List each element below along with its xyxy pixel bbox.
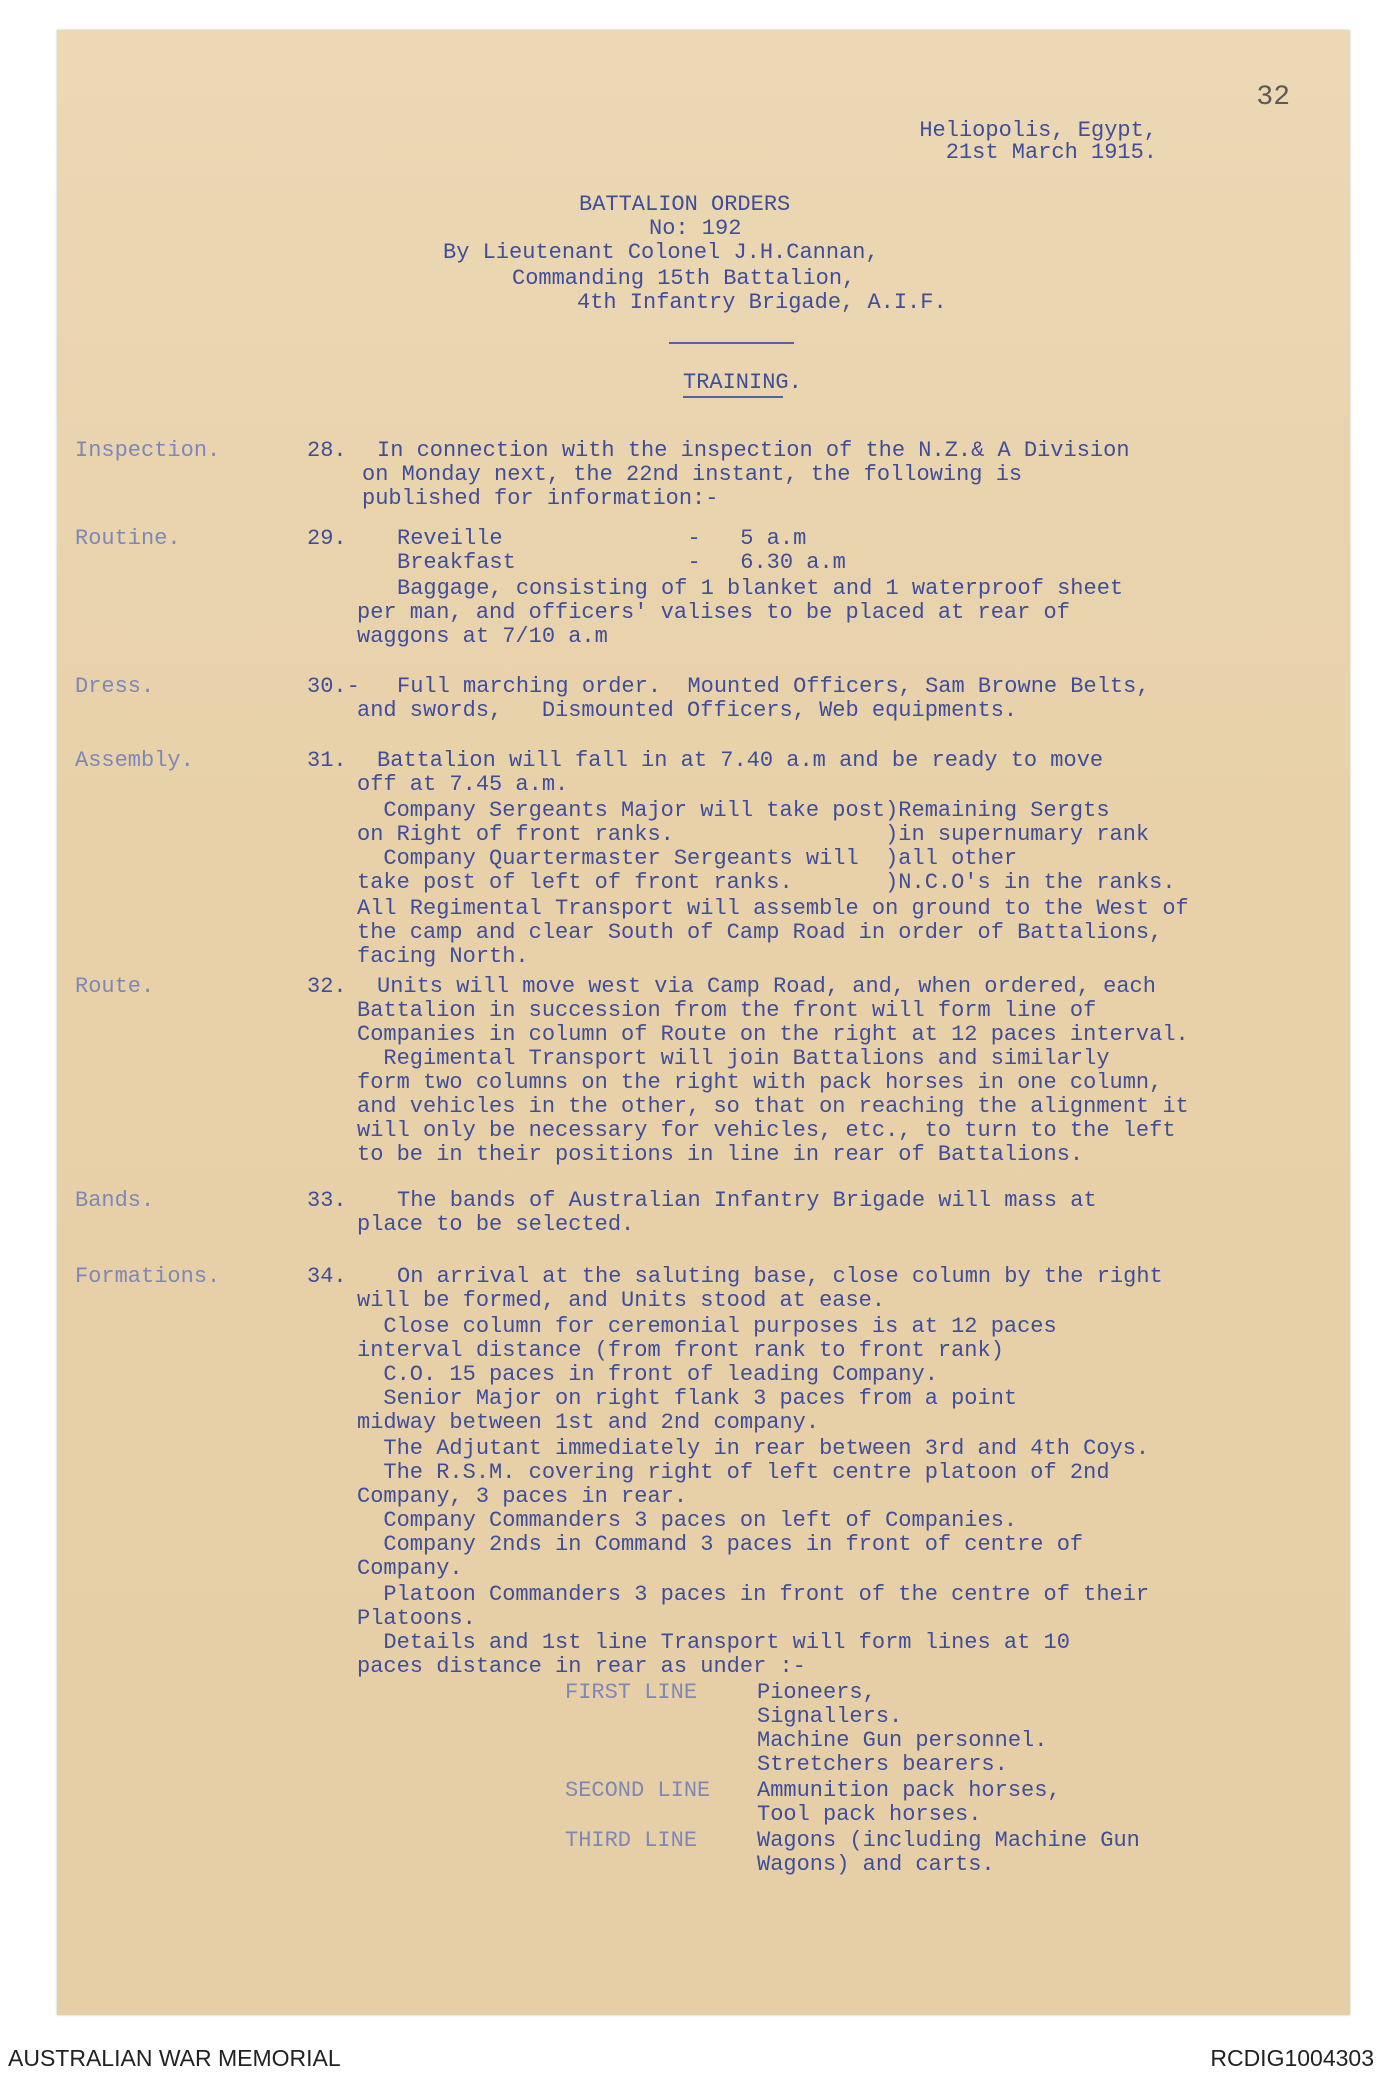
paragraph-number: 34. xyxy=(307,1264,347,1289)
paragraph-line: paces distance in rear as under :- xyxy=(357,1654,806,1679)
paragraph-line: Close column for ceremonial purposes is at 12 paces xyxy=(357,1314,1057,1339)
paragraph-line: Platoon Commanders 3 paces in front of the centre of their xyxy=(357,1582,1150,1607)
paragraph-line: to be in their positions in line in rear of Battalions. xyxy=(357,1142,1084,1167)
paragraph-line: will only be necessary for vehicles, etc., to turn to the left xyxy=(357,1118,1176,1143)
paragraph-heading: Inspection. xyxy=(75,438,221,463)
list-item: Tool pack horses. xyxy=(757,1802,982,1827)
orders-command: Commanding 15th Battalion, xyxy=(512,266,856,291)
paragraph-line: Breakfast - 6.30 a.m xyxy=(397,550,846,575)
paragraph-line: on Monday next, the 22nd instant, the following is xyxy=(362,462,1023,487)
paragraph-number: 29. xyxy=(307,526,347,551)
list-item: Wagons) and carts. xyxy=(757,1852,995,1877)
paragraph-line: on Right of front ranks. )in supernumary rank xyxy=(357,822,1150,847)
second-line-label: SECOND LINE xyxy=(565,1778,711,1803)
paragraph-line: Company Sergeants Major will take post)Remaining Sergts xyxy=(357,798,1110,823)
paragraph-line: Company Commanders 3 paces on left of Companies. xyxy=(357,1508,1018,1533)
paragraph-line: midway between 1st and 2nd company. xyxy=(357,1410,820,1435)
paragraph-line: Reveille - 5 a.m xyxy=(397,526,807,551)
section-title: TRAINING. xyxy=(683,370,802,395)
list-item: Pioneers, xyxy=(757,1680,876,1705)
paragraph-heading: Assembly. xyxy=(75,748,194,773)
paragraph-number: 32. xyxy=(307,974,347,999)
paragraph-line: published for information:- xyxy=(362,486,719,511)
section-title-underline xyxy=(683,396,783,398)
paragraph-line: Platoons. xyxy=(357,1606,476,1631)
paragraph-line: The Adjutant immediately in rear between 3rd and 4th Coys. xyxy=(357,1436,1150,1461)
paragraph-line: In connection with the inspection of the N.Z.& A Division xyxy=(377,438,1130,463)
date: 21st March 1915. xyxy=(945,140,1157,165)
list-item: Signallers. xyxy=(757,1704,903,1729)
orders-brigade: 4th Infantry Brigade, A.I.F. xyxy=(577,290,947,315)
paragraph-line: Details and 1st line Transport will form lines at 10 xyxy=(357,1630,1070,1655)
orders-title: BATTALION ORDERS xyxy=(579,192,791,217)
paragraph-number: 30.- xyxy=(307,674,360,699)
paragraph-line: Baggage, consisting of 1 blanket and 1 waterproof sheet xyxy=(397,576,1124,601)
paragraph-line: Regimental Transport will join Battalions and similarly xyxy=(357,1046,1110,1071)
paragraph-line: On arrival at the saluting base, close column by the right xyxy=(397,1264,1163,1289)
paragraph-line: Companies in column of Route on the right at 12 paces interval. xyxy=(357,1022,1189,1047)
paragraph-line: All Regimental Transport will assemble on ground to the West of xyxy=(357,896,1189,921)
third-line-label: THIRD LINE xyxy=(565,1828,698,1853)
location: Heliopolis, Egypt, xyxy=(919,118,1157,143)
paragraph-line: and swords, Dismounted Officers, Web equipments. xyxy=(357,698,1018,723)
list-item: Stretchers bearers. xyxy=(757,1752,1008,1777)
paragraph-heading: Dress. xyxy=(75,674,155,699)
paragraph-line: will be formed, and Units stood at ease. xyxy=(357,1288,886,1313)
footer xyxy=(0,2036,1386,2082)
orders-number: No: 192 xyxy=(649,216,742,241)
paragraph-line: Battalion will fall in at 7.40 a.m and be ready to move xyxy=(377,748,1104,773)
paragraph-line: Company Quartermaster Sergeants will )all other xyxy=(357,846,1018,871)
paragraph-line: Company, 3 paces in rear. xyxy=(357,1484,688,1509)
first-line-label: FIRST LINE xyxy=(565,1680,698,1705)
paragraph-number: 28. xyxy=(307,438,347,463)
paragraph-line: Company. xyxy=(357,1556,463,1581)
paragraph-line: the camp and clear South of Camp Road in order of Battalions, xyxy=(357,920,1163,945)
paragraph-number: 31. xyxy=(307,748,347,773)
paragraph-line: Full marching order. Mounted Officers, Sam Browne Belts, xyxy=(397,674,1150,699)
paragraph-line: take post of left of front ranks. )N.C.O's in the ranks. xyxy=(357,870,1176,895)
list-item: Machine Gun personnel. xyxy=(757,1728,1048,1753)
divider xyxy=(669,342,794,344)
paragraph-line: Battalion in succession from the front will form line of xyxy=(357,998,1097,1023)
document-page xyxy=(57,30,1350,2015)
list-item: Wagons (including Machine Gun xyxy=(757,1828,1140,1853)
paragraph-line: C.O. 15 paces in front of leading Company. xyxy=(357,1362,938,1387)
paragraph-line: per man, and officers' valises to be placed at rear of xyxy=(357,600,1070,625)
paragraph-line: and vehicles in the other, so that on reaching the alignment it xyxy=(357,1094,1189,1119)
paragraph-heading: Route. xyxy=(75,974,155,999)
paragraph-heading: Routine. xyxy=(75,526,181,551)
paragraph-line: The bands of Australian Infantry Brigade will mass at xyxy=(397,1188,1097,1213)
footer-id: RCDIG1004303 xyxy=(1210,2045,1374,2071)
paragraph-line: Units will move west via Camp Road, and, when ordered, each xyxy=(377,974,1156,999)
paragraph-line: off at 7.45 a.m. xyxy=(357,772,569,797)
paragraph-line: waggons at 7/10 a.m xyxy=(357,624,608,649)
orders-author: By Lieutenant Colonel J.H.Cannan, xyxy=(443,240,879,265)
paragraph-line: interval distance (from front rank to front rank) xyxy=(357,1338,1004,1363)
paragraph-number: 33. xyxy=(307,1188,347,1213)
paragraph-line: Senior Major on right flank 3 paces from a point xyxy=(357,1386,1018,1411)
paragraph-line: facing North. xyxy=(357,944,529,969)
paragraph-line: Company 2nds in Command 3 paces in front of centre of xyxy=(357,1532,1084,1557)
list-item: Ammunition pack horses, xyxy=(757,1778,1061,1803)
paragraph-heading: Bands. xyxy=(75,1188,155,1213)
page-number: 32 xyxy=(1256,82,1290,113)
footer-source: AUSTRALIAN WAR MEMORIAL xyxy=(8,2045,341,2071)
paragraph-line: form two columns on the right with pack horses in one column, xyxy=(357,1070,1163,1095)
paragraph-line: place to be selected. xyxy=(357,1212,635,1237)
paragraph-heading: Formations. xyxy=(75,1264,221,1289)
paragraph-line: The R.S.M. covering right of left centre platoon of 2nd xyxy=(357,1460,1110,1485)
